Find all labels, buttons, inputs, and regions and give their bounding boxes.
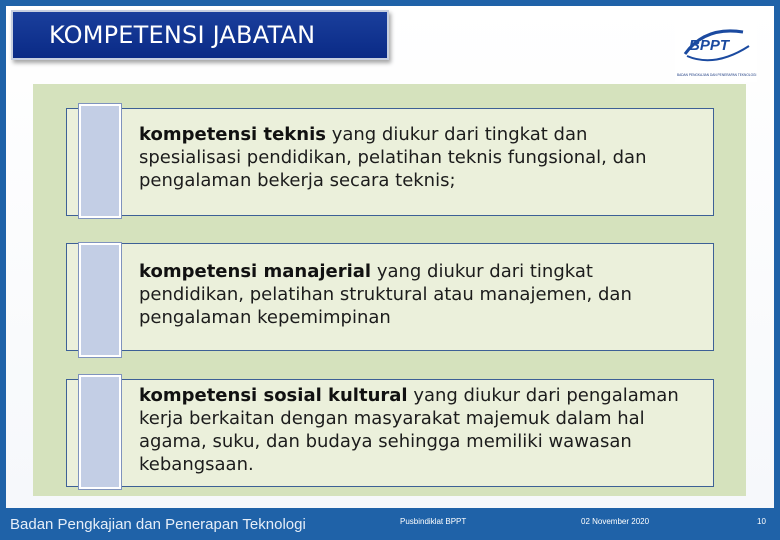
item-line: agama, suku, dan budaya sehingga memiliki wawasan	[139, 431, 632, 452]
item-desc: yang diukur dari tingkat dan	[325, 124, 588, 145]
item-term: kompetensi teknis	[139, 124, 326, 145]
item-line: pengalaman bekerja secara teknis;	[139, 170, 456, 191]
item-line: pengalaman kepemimpinan	[139, 307, 391, 328]
bppt-logo	[675, 20, 757, 82]
item-desc: yang diukur dari tingkat	[371, 261, 593, 282]
card-text-sociocultural	[139, 384, 709, 476]
footer-center-text: Pusbindiklat BPPT	[400, 517, 467, 526]
item-line: kebangsaan.	[139, 454, 254, 475]
card-bar	[79, 104, 121, 218]
item-line: spesialisasi pendidikan, pelatihan teknis fungsional, dan	[139, 147, 647, 168]
logo-text: BPPT	[689, 37, 730, 54]
item-desc: yang diukur dari pengalaman	[407, 385, 679, 406]
item-term: kompetensi sosial kultural	[139, 385, 408, 406]
bppt-logo-icon	[675, 20, 757, 82]
footer-date: 02 November 2020	[581, 517, 650, 526]
item-line: kerja berkaitan dengan masyarakat majemuk dalam hal	[139, 408, 645, 429]
card-bar	[79, 243, 121, 357]
footer-organization: Badan Pengkajian dan Penerapan Teknologi	[10, 516, 306, 533]
item-line: pendidikan, pelatihan struktural atau manajemen, dan	[139, 284, 632, 305]
footer-page-number: 10	[757, 517, 766, 526]
slide-title: KOMPETENSI JABATAN	[49, 21, 316, 49]
card-bar	[79, 375, 121, 489]
item-term: kompetensi manajerial	[139, 261, 372, 282]
title-box	[11, 10, 389, 60]
card-text-managerial	[139, 260, 709, 329]
logo-tagline: BADAN PENGKAJIAN DAN PENERAPAN TEKNOLOGI	[677, 73, 757, 77]
card-text-technical	[139, 123, 709, 192]
